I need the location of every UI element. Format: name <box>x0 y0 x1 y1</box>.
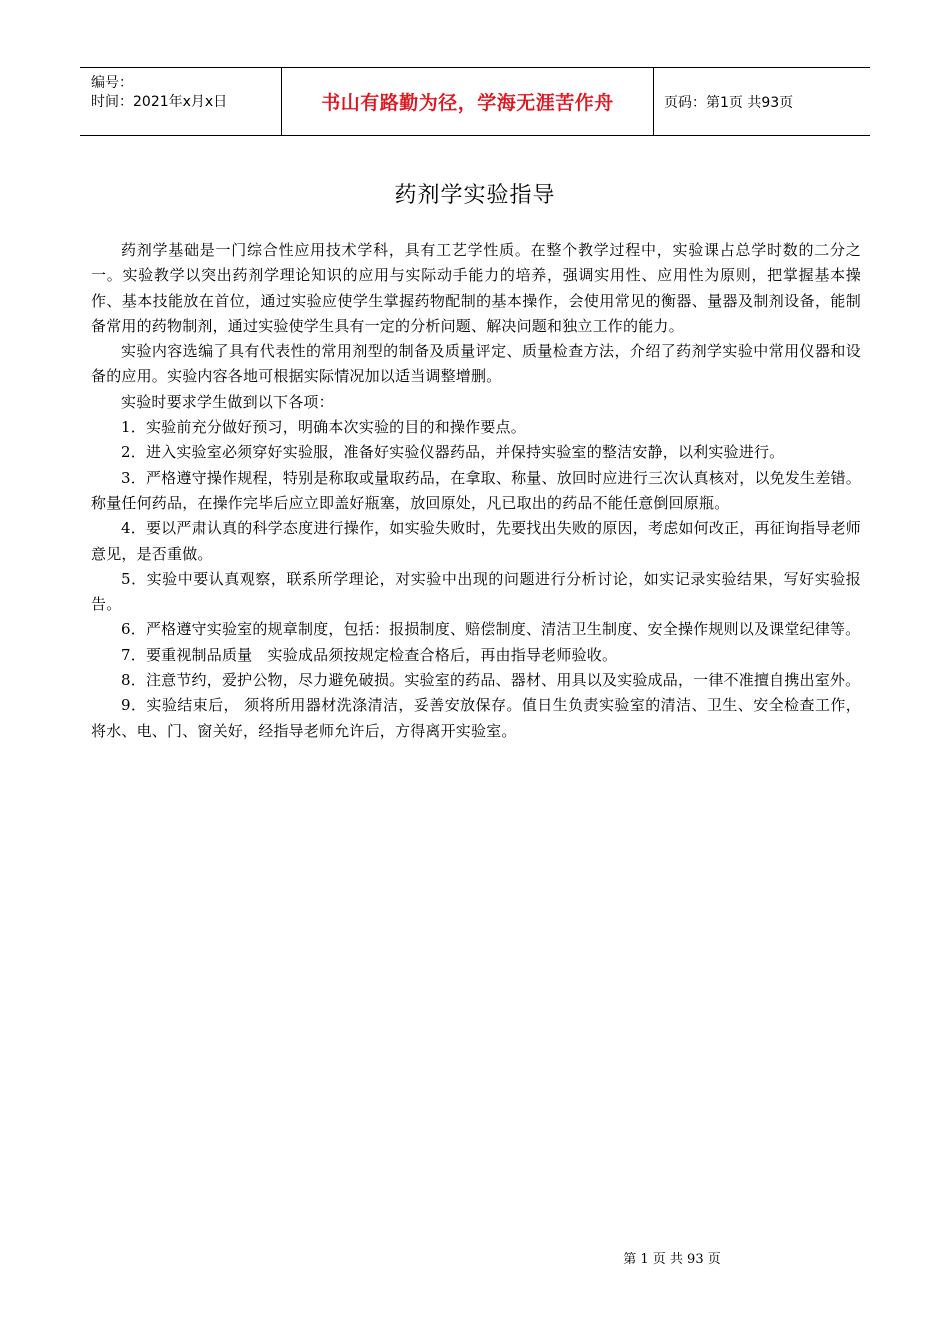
paragraph-intro: 药剂学基础是一门综合性应用技术学科，具有工艺学性质。在整个教学过程中，实验课占总学时数的二分之一。实验教学以突出药剂学理论知识的应用与实际动手能力的培养，强调实用性、应用性为原则，把掌握基本操作、基本技能放在首位，通过实验应使学生掌握药物配制的基本操作，会使用常见的衡器、量器及制剂设备，能制备常用的药物制剂，通过实验使学生具有一定的分析问题、解决问题和独立工作的能力。 <box>91 241 861 335</box>
motto-text: 书山有路勤为径，学海无涯苦作舟 <box>321 92 614 114</box>
page-footer <box>0 1248 950 1267</box>
date-label: 时间：2021年x月x日 <box>91 94 228 110</box>
paragraph-content-scope: 实验内容选编了具有代表性的常用剂型的制备及质量评定、质量检查方法，介绍了药剂学实验中常用仪器和设备的应用。实验内容各地可根据实际情况加以适当调整增删。 <box>91 342 861 386</box>
header-motto-cell <box>281 68 654 135</box>
document-body <box>91 238 861 744</box>
requirement-item-8: 8．注意节约，爱护公物，尽力避免破损。实验室的药品、器材、用具以及实验成品，一律不准擅自携出室外。 <box>121 671 861 690</box>
requirement-item-2: 2．进入实验室必须穿好实验服，准备好实验仪器药品，并保持实验室的整洁安静，以利实验进行。 <box>121 443 785 462</box>
header-meta <box>80 68 281 135</box>
page-header <box>80 67 870 136</box>
requirement-item-1: 1．实验前充分做好预习，明确本次实验的目的和操作要点。 <box>121 418 526 437</box>
requirement-item-7: 7．要重视制品质量 实验成品须按规定检查合格后，再由指导老师验收。 <box>121 645 618 664</box>
requirement-item-9: 9．实验结束后， 须将所用器材洗涤清洁，妥善安放保存。值日生负责实验室的清洁、卫生、安全检查工作，将水、电、门、窗关好，经指导老师允许后，方得离开实验室。 <box>91 696 861 740</box>
page-info: 页码：第1页 共93页 <box>664 94 794 111</box>
requirement-item-4: 4．要以严肃认真的科学态度进行操作，如实验失败时，先要找出失败的原因，考虑如何改正，再征询指导老师意见，是否重做。 <box>91 519 861 563</box>
footer-page-number: 第 1 页 共 93 页 <box>623 1252 721 1267</box>
document-title: 药剂学实验指导 <box>394 183 556 208</box>
requirement-item-6: 6．严格遵守实验室的规章制度，包括：报损制度、赔偿制度、清洁卫生制度、安全操作规则以及课堂纪律等。 <box>121 620 861 639</box>
number-label: 编号： <box>91 75 133 91</box>
header-page-info-cell <box>654 68 870 135</box>
requirement-item-3: 3．严格遵守操作规程，特别是称取或量取药品，在拿取、称量、放回时应进行三次认真核对，以免发生差错。称量任何药品，在操作完毕后应立即盖好瓶塞，放回原处，凡已取出的药品不能任意倒回原瓶。 <box>91 468 861 512</box>
requirement-item-5: 5．实验中要认真观察，联系所学理论，对实验中出现的问题进行分析讨论，如实记录实验结果，写好实验报告。 <box>91 569 861 614</box>
paragraph-requirements-lead: 实验时要求学生做到以下各项： <box>121 392 334 411</box>
